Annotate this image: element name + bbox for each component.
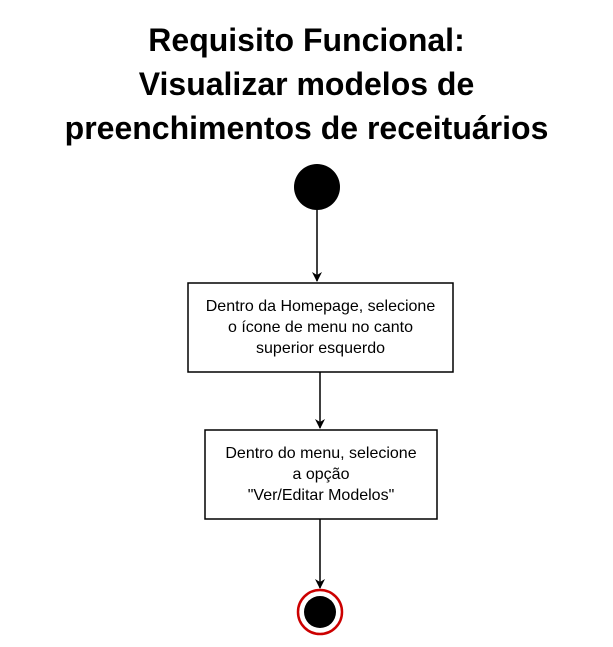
box1-line-1: Dentro da Homepage, selecione xyxy=(205,298,436,315)
title-line-1: Requisito Funcional: xyxy=(148,22,465,58)
box2-line-3: "Ver/Editar Modelos" xyxy=(247,487,395,504)
box1-line-3: superior esquerdo xyxy=(256,340,385,357)
box2-line-2: a opção xyxy=(292,466,350,483)
initial-node xyxy=(294,164,340,210)
final-node xyxy=(298,590,342,634)
title-line-3: preenchimentos de receituários xyxy=(64,110,549,146)
final-node-core xyxy=(304,596,336,628)
activity-box-2-label xyxy=(205,430,437,519)
box1-line-2: o ícone de menu no canto xyxy=(227,319,414,336)
title-line-2: Visualizar modelos de xyxy=(138,66,475,102)
box2-line-1: Dentro do menu, selecione xyxy=(225,445,417,462)
activity-box-1-label xyxy=(188,283,453,372)
